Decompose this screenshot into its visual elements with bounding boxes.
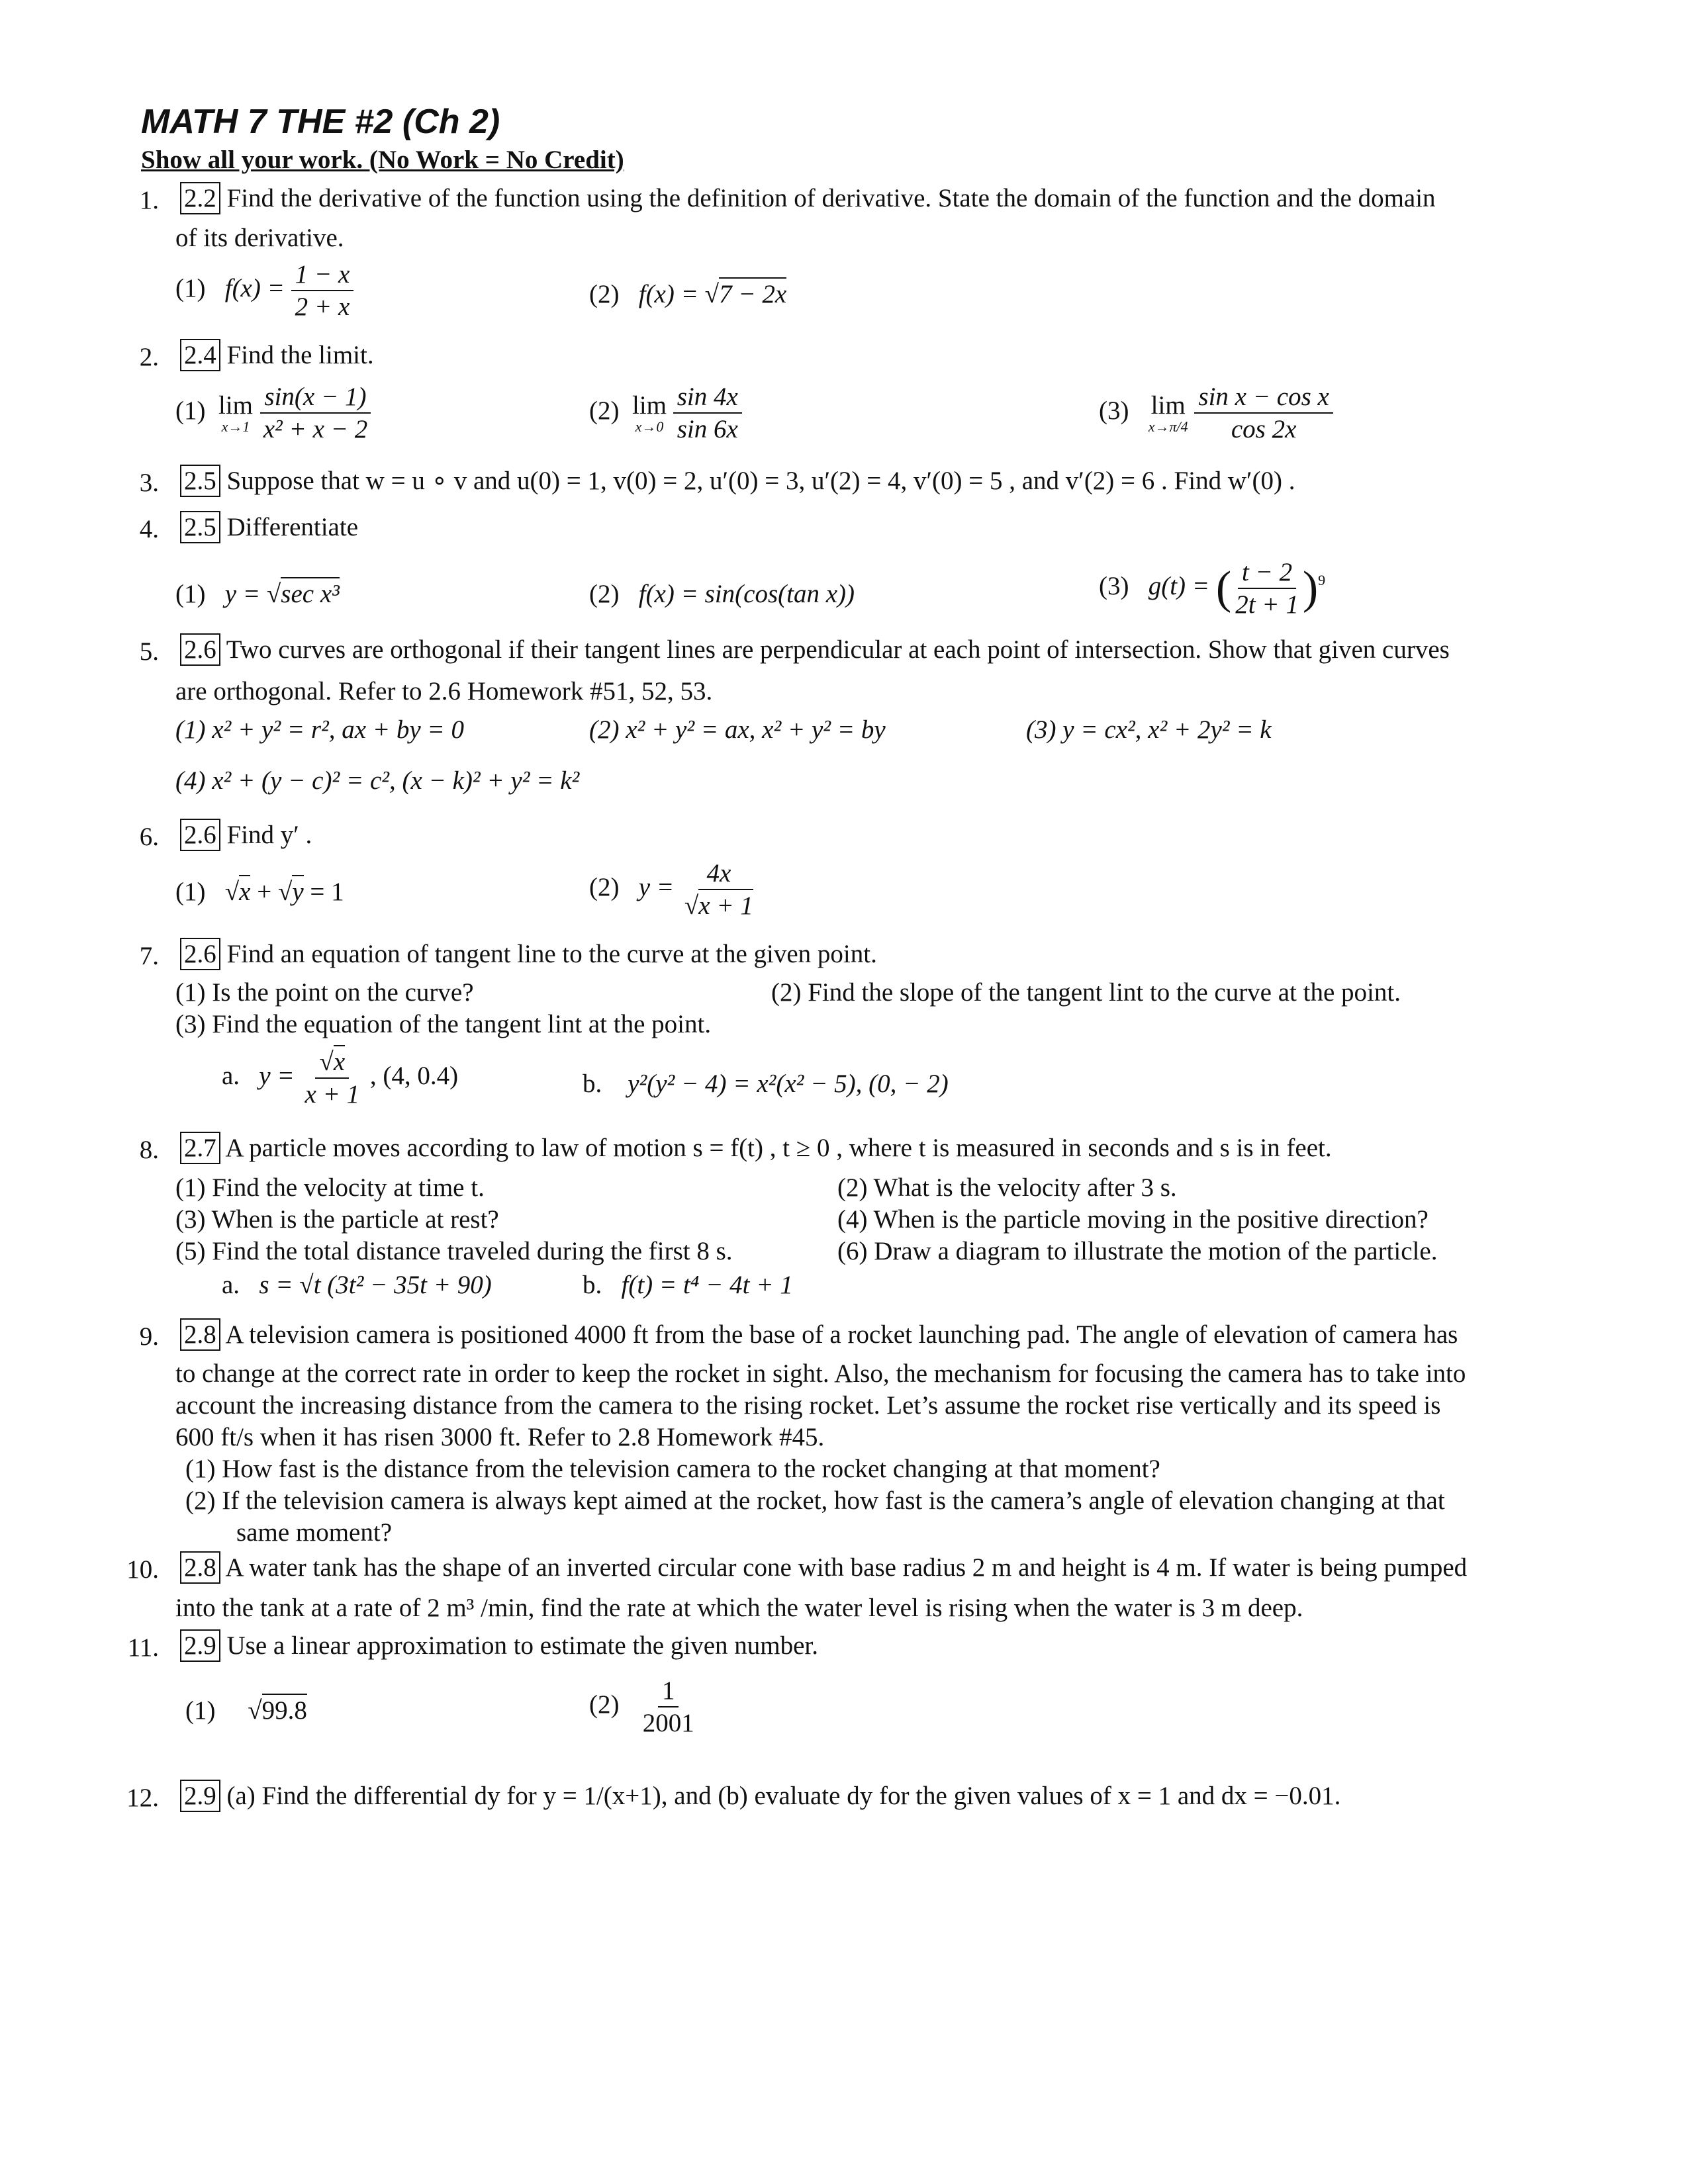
problem-7 [180, 941, 877, 967]
section-tag: 2.2 [180, 182, 220, 214]
problem-10 [180, 1555, 1467, 1580]
problem-number: 2. [139, 343, 159, 371]
p11-part-2: (2) $\frac{1}{2001}$ [589, 1676, 694, 1737]
section-tag: 2.5 [180, 511, 220, 543]
p8-q6: (6) Draw a diagram to illustrate the motion of the particle. [837, 1237, 1438, 1265]
problem-text: (a) Find the differential dy for y = 1/(x+1), and (b) evaluate dy for the given values of x = 1 and dx = −0.01. [226, 1782, 1341, 1810]
p7-q1: (1) Is the point on the curve? [175, 978, 474, 1007]
p9-q2-cont: same moment? [236, 1518, 393, 1547]
problem-text: Two curves are orthogonal if their tangent lines are perpendicular at each point of intersection. Show that given curves [226, 635, 1450, 664]
section-tag: 2.8 [180, 1318, 220, 1351]
problem-number: 12. [126, 1784, 159, 1812]
p1-part-2: (2) f(x) = √7 − 2x [589, 281, 786, 307]
problem-3 [180, 468, 1295, 494]
p6-part-1: (1) √x + √y = 1 [175, 879, 344, 905]
p7-part-b: b. y²(y² − 4) = x²(x² − 5), (0, − 2) [583, 1069, 949, 1098]
problem-8 [180, 1135, 1332, 1161]
problem-number: 10. [126, 1555, 159, 1584]
section-tag: 2.5 [180, 465, 220, 497]
problem-number: 11. [127, 1633, 159, 1662]
p2-part-1: (1) lim x→1 $\frac{\sin(x - 1)}{\text{x² + x − 2}}$ [175, 384, 371, 442]
problem-text-cont: account the increasing distance from the camera to the rising rocket. Let’s assume the rocket rise vertically and its speed is [175, 1391, 1441, 1420]
problem-number: 9. [139, 1322, 159, 1351]
problem-text-cont: of its derivative. [175, 224, 344, 252]
problem-5 [180, 637, 1450, 662]
p7-part-a: a. y = $\frac{√x}{x + 1}$ , (4, 0.4) [222, 1049, 458, 1107]
problem-text: Use a linear approximation to estimate the given number. [226, 1631, 818, 1660]
problem-2 [180, 342, 374, 368]
p9-q2: (2) If the television camera is always kept aimed at the rocket, how fast is the camera’s angle of elevation changing at that [185, 1486, 1445, 1515]
p8-q1: (1) Find the velocity at time t. [175, 1173, 485, 1202]
problem-number: 5. [139, 637, 159, 666]
problem-text-cont: to change at the correct rate in order to keep the rocket in sight. Also, the mechanism for focusing the camera has to take into [175, 1359, 1466, 1388]
problem-text: A water tank has the shape of an inverted circular cone with base radius 2 m and height is 4 m. If water is being pumped [225, 1553, 1468, 1582]
problem-text: A television camera is positioned 4000 ft from the base of a rocket launching pad. The angle of elevation of camera has [225, 1320, 1458, 1349]
problem-text: Find the derivative of the function using the definition of derivative. State the domain of the function and the domain [226, 184, 1436, 212]
problem-4 [180, 514, 358, 540]
page-title: MATH 7 THE #2 (Ch 2) [141, 103, 500, 141]
p5-part-3: (3) y = cx², x² + 2y² = k [1026, 715, 1272, 744]
problem-11 [180, 1633, 818, 1659]
problem-number: 6. [139, 823, 159, 851]
p8-q5: (5) Find the total distance traveled during the first 8 s. [175, 1237, 733, 1265]
problem-text: Find y′ . [226, 821, 312, 849]
section-tag: 2.4 [180, 339, 220, 371]
problem-text-cont: into the tank at a rate of 2 m³ /min, find the rate at which the water level is rising when the water is 3 m deep. [175, 1594, 1303, 1622]
problem-text: A particle moves according to law of motion s = f(t) , t ≥ 0 , where t is measured in seconds and s is in feet. [225, 1134, 1332, 1162]
p11-part-1: (1) √99.8 [185, 1698, 307, 1723]
p8-q3: (3) When is the particle at rest? [175, 1205, 499, 1234]
p2-part-3: (3) lim x→π/4 $\frac{\text{sin x − cos x}}{\cos 2x}$ [1099, 384, 1333, 442]
problem-number: 4. [139, 515, 159, 543]
problem-1 [180, 185, 1436, 211]
p7-q3: (3) Find the equation of the tangent lint at the point. [175, 1010, 712, 1038]
problem-text-cont: are orthogonal. Refer to 2.6 Homework #51, 52, 53. [175, 677, 713, 705]
p8-part-b: b. f(t) = t⁴ − 4t + 1 [583, 1271, 793, 1299]
section-tag: 2.9 [180, 1629, 220, 1662]
problem-9 [180, 1322, 1458, 1347]
section-tag: 2.6 [180, 633, 220, 666]
p7-q2: (2) Find the slope of the tangent lint to the curve at the point. [771, 978, 1401, 1007]
p8-part-a: a. s = √t (3t² − 35t + 90) [222, 1271, 492, 1299]
problem-number: 3. [139, 469, 159, 497]
section-tag: 2.6 [180, 819, 220, 851]
problem-6 [180, 822, 312, 848]
problem-text-cont: 600 ft/s when it has risen 3000 ft. Refer to 2.8 Homework #45. [175, 1423, 825, 1451]
problem-text: Suppose that w = u ∘ v and u(0) = 1, v(0) = 2, u′(0) = 3, u′(2) = 4, v′(0) = 5 , and v′(2) = 6 . Find w′(0) . [226, 467, 1295, 495]
problem-number: 1. [139, 186, 159, 214]
section-tag: 2.7 [180, 1132, 220, 1164]
p9-q1: (1) How fast is the distance from the television camera to the rocket changing at that moment? [185, 1455, 1160, 1483]
p5-part-4: (4) x² + (y − c)² = c², (x − k)² + y² = k² [175, 766, 580, 795]
problem-text: Find the limit. [226, 341, 374, 369]
p2-part-2: (2) lim x→0 $\frac{\sin 4x}{\sin 6x}$ [589, 384, 742, 442]
section-tag: 2.6 [180, 938, 220, 970]
p4-part-3: (3) g(t) = ( $\frac{t - 2}{2t + 1}$ )$^9$ [1099, 558, 1326, 619]
p6-part-2: (2) y = $\frac{4x}{√x + 1}$ [589, 859, 753, 920]
section-tag: 2.8 [180, 1551, 220, 1584]
section-tag: 2.9 [180, 1780, 220, 1812]
p4-part-1: (1) y = √sec x³ [175, 581, 340, 607]
p4-part-2: (2) f(x) = sin(cos(tan x)) [589, 580, 855, 608]
page-subtitle: Show all your work. (No Work = No Credit) [141, 146, 624, 174]
problem-number: 7. [139, 942, 159, 970]
problem-12 [180, 1783, 1340, 1809]
p8-q2: (2) What is the velocity after 3 s. [837, 1173, 1177, 1202]
p5-part-2: (2) x² + y² = ax, x² + y² = by [589, 715, 886, 744]
p5-part-1: (1) x² + y² = r², ax + by = 0 [175, 715, 464, 744]
problem-text: Differentiate [226, 513, 359, 541]
p1-part-1: (1) f(x) = $\frac{1 - x}{2 + x}$ [175, 261, 353, 320]
p8-q4: (4) When is the particle moving in the positive direction? [837, 1205, 1429, 1234]
problem-number: 8. [139, 1136, 159, 1164]
problem-text: Find an equation of tangent line to the curve at the given point. [226, 940, 877, 968]
